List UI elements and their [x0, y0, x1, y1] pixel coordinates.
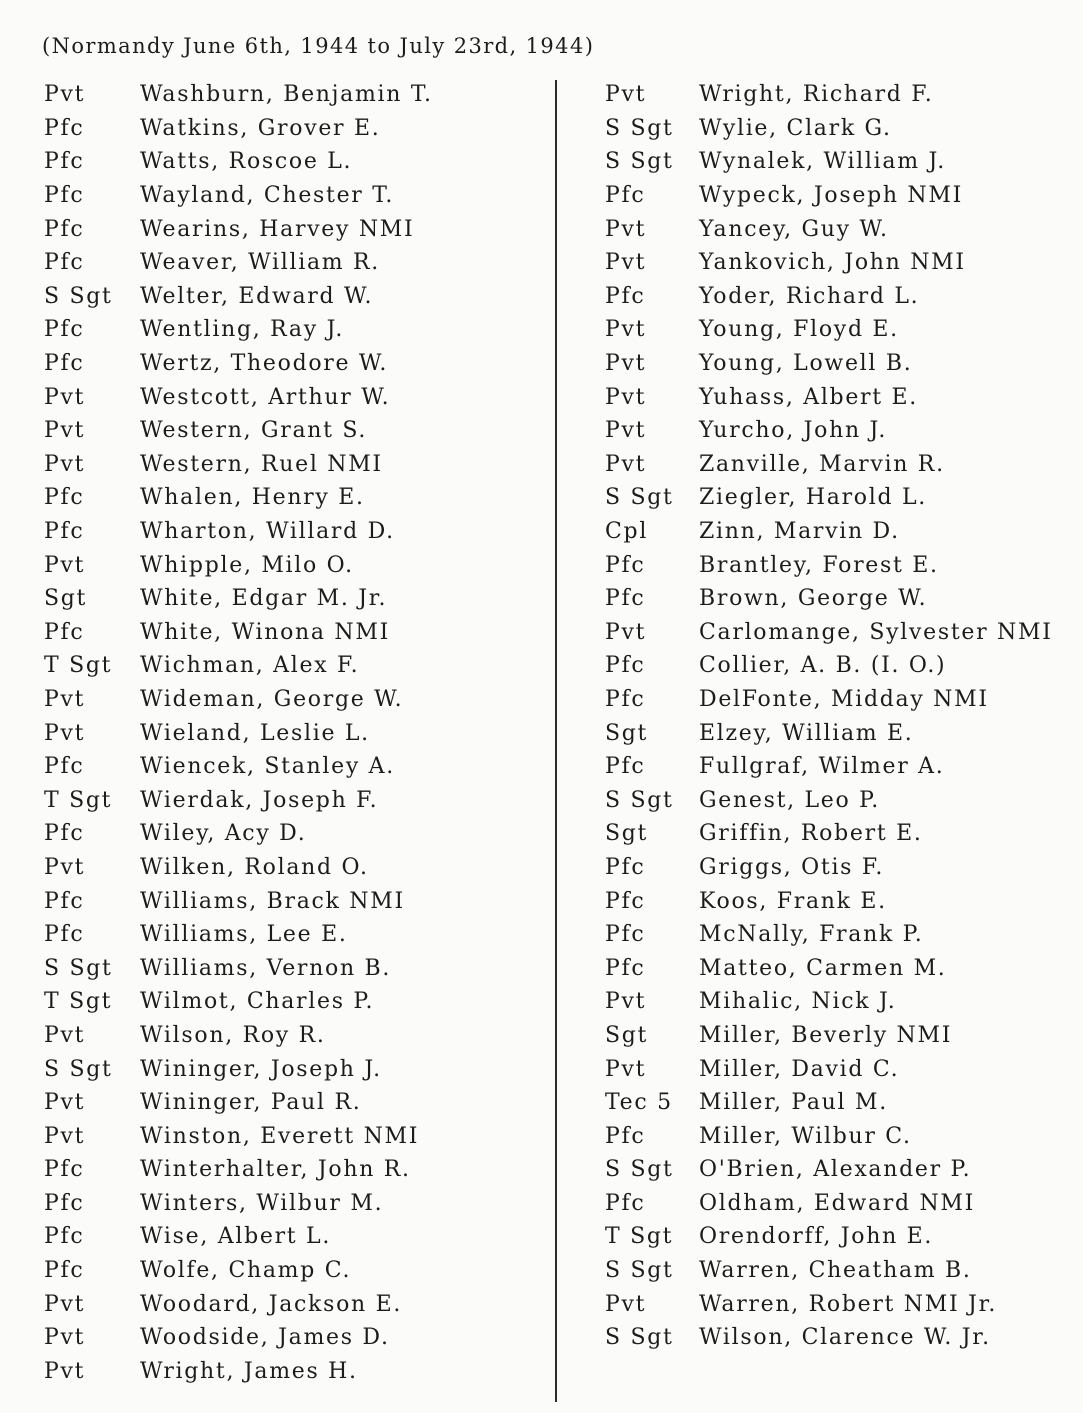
- roster-row: [44, 179, 433, 213]
- roster-row: [44, 1153, 433, 1187]
- soldier-name: Wright, James H.: [140, 1358, 358, 1384]
- rank-label: Pfc: [44, 1190, 85, 1216]
- soldier-name: Western, Ruel NMI: [140, 451, 383, 477]
- soldier-name: Westcott, Arthur W.: [140, 384, 391, 410]
- rank-label: Pfc: [44, 485, 85, 511]
- roster-row: [44, 448, 433, 482]
- soldier-name: Yancey, Guy W.: [699, 216, 889, 242]
- right-name-column: [605, 78, 1053, 1355]
- rank-label: Pfc: [605, 854, 646, 880]
- rank-label: Pfc: [44, 216, 85, 242]
- roster-row: [605, 649, 1053, 683]
- soldier-name: Whipple, Milo O.: [140, 552, 354, 578]
- rank-label: Sgt: [605, 1022, 649, 1048]
- page-header: (Normandy June 6th, 1944 to July 23rd, 1944): [42, 34, 595, 58]
- roster-row: [44, 481, 433, 515]
- soldier-name: Collier, A. B. (I. O.): [699, 653, 947, 679]
- soldier-name: Wharton, Willard D.: [140, 519, 395, 545]
- soldier-name: Fullgraf, Wilmer A.: [699, 754, 945, 780]
- roster-row: [605, 246, 1053, 280]
- rank-label: Pfc: [44, 183, 85, 209]
- rank-label: Pvt: [44, 1090, 86, 1116]
- roster-row: [605, 1119, 1053, 1153]
- roster-row: [605, 481, 1053, 515]
- soldier-name: Wiencek, Stanley A.: [140, 754, 395, 780]
- soldier-name: Weaver, William R.: [140, 250, 380, 276]
- roster-row: [605, 750, 1053, 784]
- soldier-name: Wilken, Roland O.: [140, 854, 369, 880]
- roster-row: [44, 414, 433, 448]
- soldier-name: Carlomange, Sylvester NMI: [699, 619, 1053, 645]
- column-divider: [555, 80, 557, 1402]
- soldier-name: Young, Lowell B.: [699, 351, 913, 377]
- rank-label: Pvt: [605, 82, 647, 108]
- soldier-name: Wynalek, William J.: [699, 149, 946, 175]
- rank-label: T Sgt: [605, 1224, 674, 1250]
- soldier-name: DelFonte, Midday NMI: [699, 686, 989, 712]
- rank-label: Tec 5: [605, 1090, 673, 1116]
- roster-row: [44, 750, 433, 784]
- roster-row: [605, 145, 1053, 179]
- soldier-name: Genest, Leo P.: [699, 787, 880, 813]
- rank-label: Pvt: [605, 619, 647, 645]
- roster-row: [44, 716, 433, 750]
- roster-row: [44, 1086, 433, 1120]
- rank-label: Pfc: [44, 149, 85, 175]
- roster-row: [44, 582, 433, 616]
- rank-label: Pvt: [44, 418, 86, 444]
- soldier-name: Warren, Robert NMI Jr.: [699, 1291, 998, 1317]
- soldier-name: Yoder, Richard L.: [699, 283, 920, 309]
- soldier-name: Wertz, Theodore W.: [140, 351, 389, 377]
- roster-row: [44, 212, 433, 246]
- roster-row: [44, 884, 433, 918]
- roster-row: [605, 280, 1053, 314]
- rank-label: Pfc: [605, 283, 646, 309]
- soldier-name: Miller, David C.: [699, 1056, 900, 1082]
- soldier-name: Brantley, Forest E.: [699, 552, 939, 578]
- roster-row: [44, 145, 433, 179]
- soldier-name: White, Edgar M. Jr.: [140, 586, 388, 612]
- rank-label: Sgt: [605, 821, 649, 847]
- soldier-name: Zinn, Marvin D.: [699, 519, 900, 545]
- soldier-name: Wininger, Joseph J.: [140, 1056, 382, 1082]
- soldier-name: Ziegler, Harold L.: [699, 485, 927, 511]
- rank-label: Pfc: [44, 1224, 85, 1250]
- rank-label: Pfc: [605, 653, 646, 679]
- soldier-name: Wright, Richard F.: [699, 82, 934, 108]
- rank-label: Pfc: [605, 955, 646, 981]
- roster-row: [44, 1254, 433, 1288]
- roster-row: [605, 380, 1053, 414]
- rank-label: S Sgt: [44, 1056, 113, 1082]
- rank-label: Pfc: [605, 552, 646, 578]
- rank-label: Cpl: [605, 519, 649, 545]
- roster-row: [605, 716, 1053, 750]
- rank-label: Pvt: [44, 1325, 86, 1351]
- rank-label: S Sgt: [605, 485, 674, 511]
- rank-label: S Sgt: [605, 1325, 674, 1351]
- rank-label: Pfc: [44, 821, 85, 847]
- rank-label: Pvt: [44, 451, 86, 477]
- roster-row: [44, 246, 433, 280]
- soldier-name: Wilson, Roy R.: [140, 1022, 326, 1048]
- soldier-name: Wise, Albert L.: [140, 1224, 332, 1250]
- roster-row: [44, 817, 433, 851]
- soldier-name: Williams, Brack NMI: [140, 888, 405, 914]
- roster-row: [44, 78, 433, 112]
- roster-row: [44, 515, 433, 549]
- soldier-name: Winterhalter, John R.: [140, 1157, 411, 1183]
- roster-row: [605, 616, 1053, 650]
- soldier-name: Yuhass, Albert E.: [699, 384, 918, 410]
- soldier-name: Washburn, Benjamin T.: [140, 82, 433, 108]
- rank-label: Pvt: [44, 552, 86, 578]
- rank-label: S Sgt: [44, 955, 113, 981]
- rank-label: Pvt: [605, 317, 647, 343]
- roster-row: [605, 78, 1053, 112]
- soldier-name: Warren, Cheatham B.: [699, 1258, 972, 1284]
- rank-label: Pfc: [44, 519, 85, 545]
- roster-row: [605, 448, 1053, 482]
- soldier-name: Mihalic, Nick J.: [699, 989, 897, 1015]
- roster-row: [605, 212, 1053, 246]
- rank-label: Pvt: [44, 1123, 86, 1149]
- roster-row: [605, 1254, 1053, 1288]
- roster-row: [44, 918, 433, 952]
- rank-label: S Sgt: [605, 149, 674, 175]
- soldier-name: Miller, Beverly NMI: [699, 1022, 953, 1048]
- left-name-column: [44, 78, 433, 1388]
- soldier-name: Young, Floyd E.: [699, 317, 899, 343]
- rank-label: Pfc: [605, 888, 646, 914]
- soldier-name: Griggs, Otis F.: [699, 854, 885, 880]
- soldier-name: Elzey, William E.: [699, 720, 914, 746]
- roster-row: [605, 1086, 1053, 1120]
- roster-row: [44, 1287, 433, 1321]
- roster-row: [605, 783, 1053, 817]
- soldier-name: Miller, Wilbur C.: [699, 1123, 912, 1149]
- roster-row: [605, 1153, 1053, 1187]
- roster-row: [44, 313, 433, 347]
- rank-label: S Sgt: [605, 1157, 674, 1183]
- soldier-name: Zanville, Marvin R.: [699, 451, 945, 477]
- roster-row: [44, 1052, 433, 1086]
- soldier-name: Oldham, Edward NMI: [699, 1190, 976, 1216]
- rank-label: Pvt: [605, 384, 647, 410]
- roster-row: [605, 817, 1053, 851]
- rank-label: Pvt: [605, 351, 647, 377]
- rank-label: S Sgt: [44, 283, 113, 309]
- roster-row: [605, 951, 1053, 985]
- soldier-name: Miller, Paul M.: [699, 1090, 888, 1116]
- soldier-name: Wentling, Ray J.: [140, 317, 345, 343]
- roster-row: [605, 313, 1053, 347]
- rank-label: S Sgt: [605, 1258, 674, 1284]
- rank-label: Pvt: [44, 384, 86, 410]
- soldier-name: Yankovich, John NMI: [699, 250, 966, 276]
- roster-row: [44, 280, 433, 314]
- rank-label: Pvt: [605, 216, 647, 242]
- soldier-name: Woodard, Jackson E.: [140, 1291, 403, 1317]
- roster-row: [44, 1187, 433, 1221]
- soldier-name: Wieland, Leslie L.: [140, 720, 370, 746]
- rank-label: Pfc: [44, 1258, 85, 1284]
- rank-label: Pvt: [605, 989, 647, 1015]
- rank-label: Sgt: [605, 720, 649, 746]
- roster-row: [44, 1220, 433, 1254]
- roster-row: [605, 347, 1053, 381]
- roster-row: [44, 683, 433, 717]
- roster-row: [44, 380, 433, 414]
- rank-label: Pfc: [44, 888, 85, 914]
- soldier-name: Orendorff, John E.: [699, 1224, 934, 1250]
- rank-label: Pfc: [44, 922, 85, 948]
- roster-row: [605, 1052, 1053, 1086]
- roster-row: [605, 1187, 1053, 1221]
- roster-row: [605, 1220, 1053, 1254]
- roster-row: [605, 582, 1053, 616]
- soldier-name: Brown, George W.: [699, 586, 928, 612]
- rank-label: Pvt: [44, 1291, 86, 1317]
- rank-label: Pfc: [605, 686, 646, 712]
- rank-label: Pvt: [44, 1022, 86, 1048]
- soldier-name: McNally, Frank P.: [699, 922, 924, 948]
- roster-row: [44, 1321, 433, 1355]
- soldier-name: Wideman, George W.: [140, 686, 404, 712]
- rank-label: S Sgt: [605, 115, 674, 141]
- soldier-name: Wayland, Chester T.: [140, 183, 395, 209]
- rank-label: Pfc: [605, 1190, 646, 1216]
- roster-row: [605, 985, 1053, 1019]
- rank-label: Pfc: [605, 754, 646, 780]
- soldier-name: Wierdak, Joseph F.: [140, 787, 379, 813]
- rank-label: T Sgt: [44, 787, 113, 813]
- soldier-name: Watts, Roscoe L.: [140, 149, 353, 175]
- roster-row: [44, 616, 433, 650]
- soldier-name: Wilson, Clarence W. Jr.: [699, 1325, 991, 1351]
- soldier-name: Matteo, Carmen M.: [699, 955, 947, 981]
- rank-label: Pvt: [44, 82, 86, 108]
- roster-row: [605, 515, 1053, 549]
- rank-label: Pfc: [44, 351, 85, 377]
- soldier-name: Winters, Wilbur M.: [140, 1190, 384, 1216]
- roster-row: [44, 649, 433, 683]
- soldier-name: Winston, Everett NMI: [140, 1123, 420, 1149]
- rank-label: S Sgt: [605, 787, 674, 813]
- rank-label: Pfc: [44, 1157, 85, 1183]
- roster-row: [44, 347, 433, 381]
- soldier-name: O'Brien, Alexander P.: [699, 1157, 972, 1183]
- roster-row: [44, 1355, 433, 1389]
- roster-row: [44, 985, 433, 1019]
- roster-row: [605, 683, 1053, 717]
- roster-row: [44, 851, 433, 885]
- soldier-name: Woodside, James D.: [140, 1325, 390, 1351]
- rank-label: Pvt: [44, 686, 86, 712]
- soldier-name: Western, Grant S.: [140, 418, 368, 444]
- rank-label: Pfc: [605, 922, 646, 948]
- rank-label: Pvt: [44, 720, 86, 746]
- roster-row: [44, 112, 433, 146]
- roster-row: [605, 1019, 1053, 1053]
- roster-row: [605, 1287, 1053, 1321]
- rank-label: Pvt: [44, 854, 86, 880]
- soldier-name: Wypeck, Joseph NMI: [699, 183, 963, 209]
- roster-row: [44, 1119, 433, 1153]
- rank-label: Pfc: [44, 115, 85, 141]
- soldier-name: Griffin, Robert E.: [699, 821, 923, 847]
- rank-label: Pfc: [44, 250, 85, 276]
- rank-label: Pfc: [44, 754, 85, 780]
- rank-label: T Sgt: [44, 653, 113, 679]
- rank-label: Pfc: [605, 1123, 646, 1149]
- roster-row: [605, 1321, 1053, 1355]
- roster-row: [605, 918, 1053, 952]
- roster-row: [605, 851, 1053, 885]
- rank-label: Pvt: [605, 250, 647, 276]
- roster-row: [44, 1019, 433, 1053]
- roster-row: [605, 414, 1053, 448]
- soldier-name: Wolfe, Champ C.: [140, 1258, 352, 1284]
- rank-label: Pvt: [44, 1358, 86, 1384]
- rank-label: Pfc: [44, 619, 85, 645]
- roster-row: [605, 884, 1053, 918]
- soldier-name: Wearins, Harvey NMI: [140, 216, 415, 242]
- soldier-name: Watkins, Grover E.: [140, 115, 381, 141]
- rank-label: Pfc: [605, 586, 646, 612]
- soldier-name: White, Winona NMI: [140, 619, 390, 645]
- rank-label: T Sgt: [44, 989, 113, 1015]
- soldier-name: Wylie, Clark G.: [699, 115, 892, 141]
- rank-label: Pvt: [605, 451, 647, 477]
- soldier-name: Wiley, Acy D.: [140, 821, 307, 847]
- roster-row: [605, 112, 1053, 146]
- soldier-name: Wichman, Alex F.: [140, 653, 360, 679]
- rank-label: Pvt: [605, 418, 647, 444]
- soldier-name: Wilmot, Charles P.: [140, 989, 375, 1015]
- roster-row: [44, 783, 433, 817]
- soldier-name: Koos, Frank E.: [699, 888, 887, 914]
- rank-label: Pvt: [605, 1056, 647, 1082]
- soldier-name: Williams, Lee E.: [140, 922, 348, 948]
- soldier-name: Wininger, Paul R.: [140, 1090, 362, 1116]
- rank-label: Pfc: [44, 317, 85, 343]
- soldier-name: Whalen, Henry E.: [140, 485, 365, 511]
- soldier-name: Welter, Edward W.: [140, 283, 374, 309]
- rank-label: Sgt: [44, 586, 88, 612]
- roster-row: [44, 951, 433, 985]
- roster-row: [605, 179, 1053, 213]
- soldier-name: Williams, Vernon B.: [140, 955, 392, 981]
- roster-row: [44, 548, 433, 582]
- rank-label: Pfc: [605, 183, 646, 209]
- roster-row: [605, 548, 1053, 582]
- soldier-name: Yurcho, John J.: [699, 418, 888, 444]
- rank-label: Pvt: [605, 1291, 647, 1317]
